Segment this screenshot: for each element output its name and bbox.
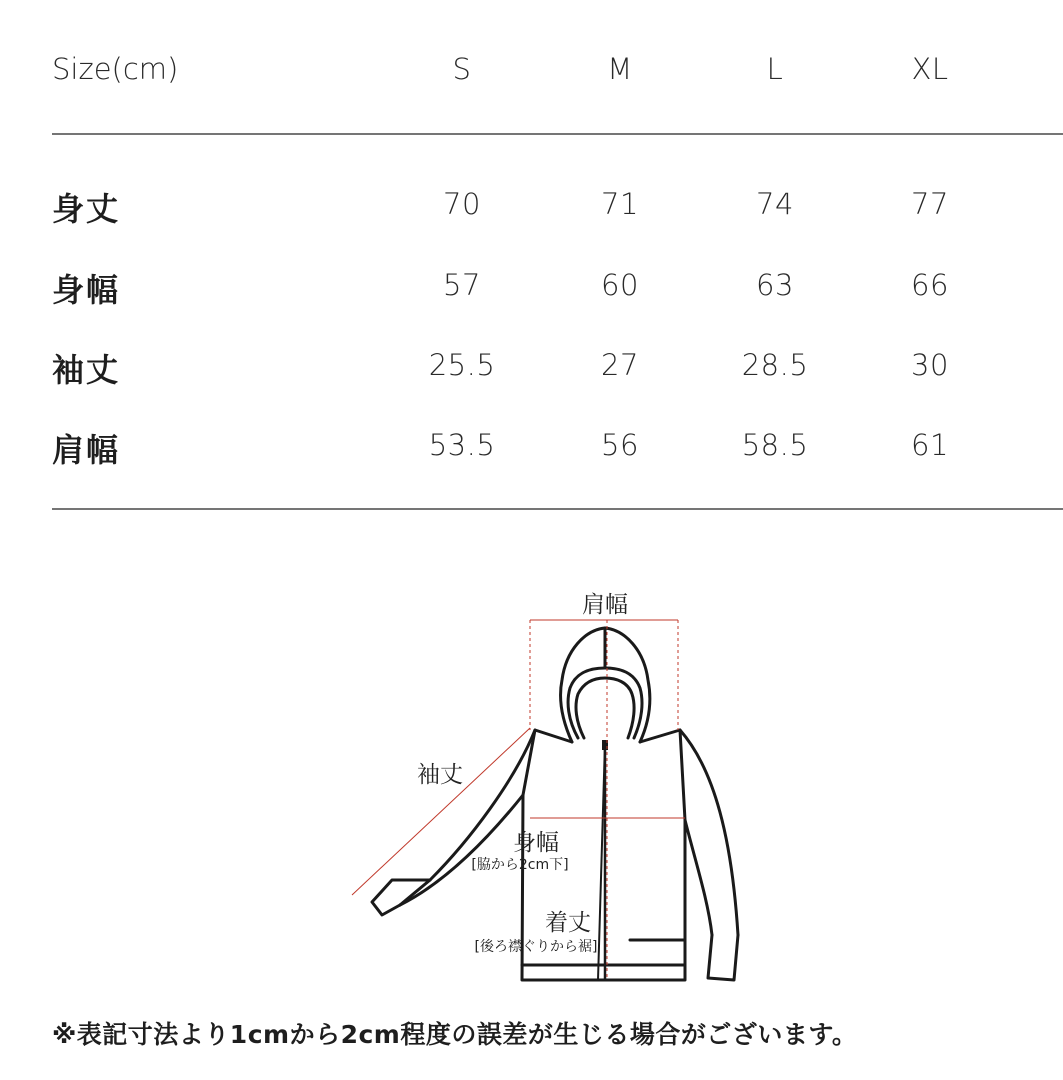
size-header-l: L <box>766 52 784 86</box>
diagram-label-shoulder: 肩幅 <box>582 592 628 618</box>
table-cell: 60 <box>601 268 639 302</box>
size-header-m: M <box>607 52 633 86</box>
measurement-disclaimer: ※表記寸法より1cmから2cm程度の誤差が生じる場合がございます。 <box>52 1020 858 1049</box>
row-label-body-length: 身丈 <box>52 190 121 228</box>
table-cell: 66 <box>911 268 949 302</box>
table-cell: 56 <box>601 428 639 462</box>
row-label-body-width: 身幅 <box>52 271 121 309</box>
size-table <box>0 0 1063 520</box>
diagram-label-sleeve: 袖丈 <box>417 762 463 788</box>
diagram-note-body-width: [脇から2cm下] <box>471 857 569 873</box>
table-cell: 61 <box>911 428 949 462</box>
table-cell: 27 <box>601 348 639 382</box>
table-cell: 77 <box>911 187 949 221</box>
size-unit-header: Size(cm) <box>52 52 179 86</box>
header-divider <box>52 133 1063 135</box>
table-cell: 57 <box>443 268 481 302</box>
table-cell: 70 <box>443 187 481 221</box>
table-cell: 58.5 <box>741 428 809 462</box>
row-label-shoulder-width: 肩幅 <box>52 431 121 469</box>
diagram-note-body-length: [後ろ襟ぐりから裾] <box>474 939 598 955</box>
table-cell: 28.5 <box>741 348 809 382</box>
hoodie-measurement-diagram <box>340 580 770 990</box>
size-header-s: S <box>452 52 472 86</box>
table-cell: 53.5 <box>428 428 496 462</box>
table-cell: 30 <box>911 348 949 382</box>
table-cell: 63 <box>756 268 794 302</box>
size-header-xl: XL <box>911 52 949 86</box>
table-bottom-divider <box>52 508 1063 510</box>
diagram-label-body-width: 身幅 <box>513 830 559 856</box>
diagram-label-body-length: 着丈 <box>545 910 591 936</box>
row-label-sleeve-length: 袖丈 <box>52 351 121 389</box>
table-cell: 25.5 <box>428 348 496 382</box>
table-cell: 71 <box>601 187 639 221</box>
table-cell: 74 <box>756 187 794 221</box>
